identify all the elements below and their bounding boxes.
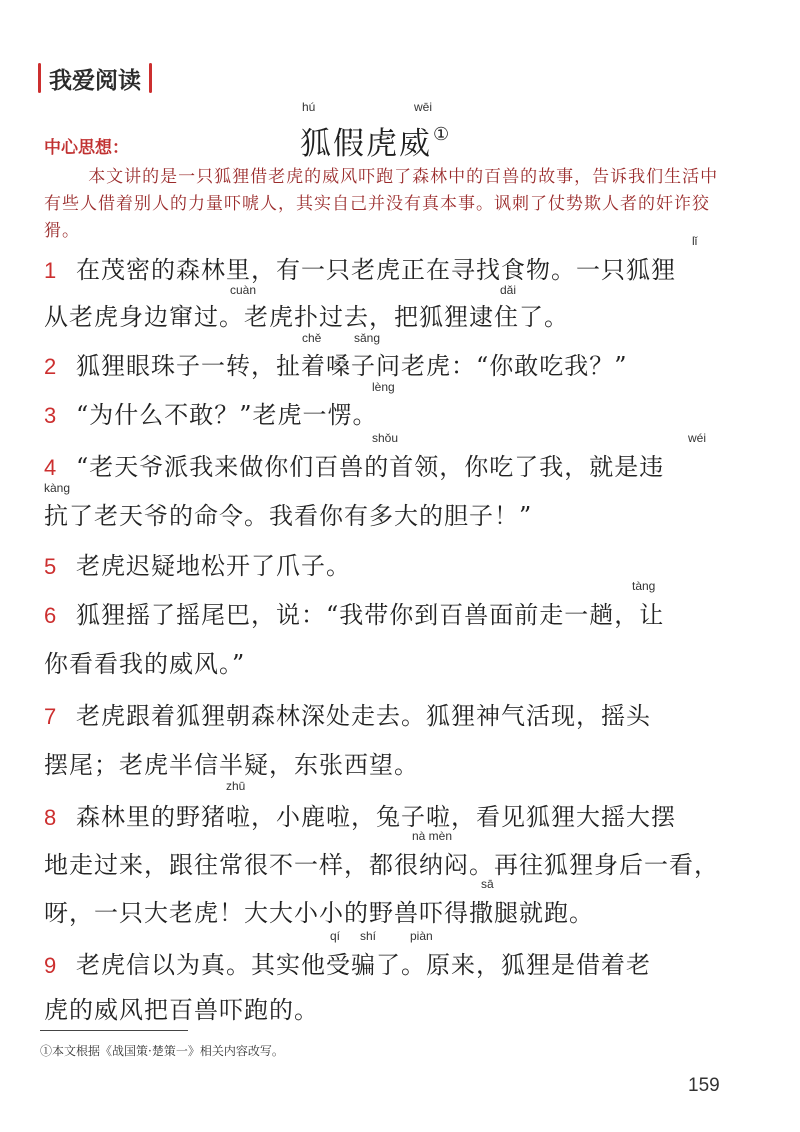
line-text: 狐狸眼珠子一转，扯着嗓子问老虎：“你敢吃我？” bbox=[76, 352, 628, 380]
paragraph-number: 2 bbox=[44, 354, 58, 379]
paragraph-number: 9 bbox=[44, 953, 58, 978]
pinyin-annotation: chě bbox=[302, 331, 322, 345]
story-line bbox=[44, 945, 744, 980]
line-text: 虎的威风把百兽吓跑的。 bbox=[44, 996, 319, 1024]
pinyin-annotation: zhū bbox=[226, 779, 246, 793]
footnote: ①本文根据《战国策·楚策一》相关内容改写。 bbox=[40, 1044, 284, 1058]
story-line bbox=[44, 797, 744, 832]
story-line bbox=[44, 893, 744, 928]
pinyin-annotation: lèng bbox=[372, 380, 395, 394]
line-text: “为什么不敢？”老虎一愣。 bbox=[76, 401, 378, 429]
pinyin-annotation: qí bbox=[330, 929, 341, 943]
footnote-divider bbox=[40, 1030, 188, 1031]
paragraph-number: 7 bbox=[44, 704, 58, 729]
title-pinyin: hú bbox=[302, 100, 316, 114]
pinyin-annotation: kàng bbox=[44, 481, 71, 495]
story-line bbox=[44, 546, 744, 581]
pinyin-annotation: tàng bbox=[632, 579, 656, 593]
central-idea-label: 中心思想： bbox=[44, 138, 129, 158]
pinyin-annotation: nà mèn bbox=[412, 829, 453, 843]
section-title: 我爱阅读 bbox=[49, 67, 141, 94]
line-text: “老天爷派我来做你们百兽的首领，你吃了我，就是违 bbox=[76, 453, 665, 481]
story-line bbox=[44, 644, 744, 679]
pinyin-annotation: piàn bbox=[410, 929, 433, 943]
pinyin-annotation: lǐ bbox=[692, 234, 698, 248]
pinyin-annotation: shí bbox=[360, 929, 377, 943]
story-line bbox=[44, 745, 744, 780]
line-text: 摆尾；老虎半信半疑，东张西望。 bbox=[44, 751, 419, 779]
line-text: 狐狸摇了摇尾巴，说：“我带你到百兽面前走一趟，让 bbox=[76, 601, 665, 629]
story-line bbox=[44, 696, 744, 731]
pinyin-annotation: cuàn bbox=[230, 283, 257, 297]
story-line bbox=[44, 346, 744, 381]
title-footnote-mark: ① bbox=[433, 124, 452, 145]
title-block bbox=[300, 100, 480, 160]
story-line bbox=[44, 595, 744, 630]
line-text: 老虎迟疑地松开了爪子。 bbox=[76, 552, 351, 580]
story-line bbox=[44, 447, 744, 482]
line-text: 森林里的野猪啦，小鹿啦，兔子啦，看见狐狸大摇大摆 bbox=[76, 803, 676, 831]
paragraph-number: 3 bbox=[44, 403, 58, 428]
paragraph-number: 4 bbox=[44, 455, 58, 480]
pinyin-annotation: wéi bbox=[688, 431, 707, 445]
story-line bbox=[44, 250, 744, 285]
line-text: 老虎信以为真。其实他受骗了。原来，狐狸是借着老 bbox=[76, 951, 651, 979]
story-line bbox=[44, 297, 744, 332]
line-text: 老虎跟着狐狸朝森林深处走去。狐狸神气活现，摇头 bbox=[76, 702, 651, 730]
paragraph-number: 6 bbox=[44, 603, 58, 628]
paragraph-number: 1 bbox=[44, 258, 58, 283]
title-pinyin: wēi bbox=[414, 100, 433, 114]
story-line bbox=[44, 395, 744, 430]
title-text: 狐假虎威 bbox=[300, 126, 432, 162]
line-text: 从老虎身边窜过。老虎扑过去，把狐狸逮住了。 bbox=[44, 303, 569, 331]
pinyin-annotation: dǎi bbox=[500, 283, 517, 297]
section-header bbox=[38, 60, 152, 96]
paragraph-number: 8 bbox=[44, 805, 58, 830]
header-bar-left bbox=[38, 63, 41, 93]
line-text: 在茂密的森林里，有一只老虎正在寻找食物。一只狐狸 bbox=[76, 256, 676, 284]
line-text: 抗了老天爷的命令。我看你有多大的胆子！” bbox=[44, 502, 533, 530]
story-line bbox=[44, 845, 744, 880]
pinyin-annotation: sā bbox=[481, 877, 494, 891]
page-number: 159 bbox=[688, 1075, 720, 1096]
pinyin-annotation: shǒu bbox=[372, 431, 399, 445]
central-idea-text: 本文讲的是一只狐狸借老虎的威风吓跑了森林中的百兽的故事，告诉我们生活中有些人借着别人的力量吓唬人，其实自己并没有真本事。讽刺了仗势欺人者的奸诈狡猾。 bbox=[44, 167, 719, 241]
header-bar-right bbox=[149, 63, 152, 93]
paragraph-number: 5 bbox=[44, 554, 58, 579]
pinyin-annotation: sǎng bbox=[354, 331, 381, 345]
story-line bbox=[44, 990, 744, 1025]
line-text: 地走过来，跟往常很不一样，都很纳闷。再往狐狸身后一看， bbox=[44, 851, 719, 879]
story-line bbox=[44, 496, 744, 531]
story-title bbox=[300, 118, 451, 163]
line-text: 你看看我的威风。” bbox=[44, 650, 246, 678]
line-text: 呀，一只大老虎！大大小小的野兽吓得撒腿就跑。 bbox=[44, 899, 594, 927]
